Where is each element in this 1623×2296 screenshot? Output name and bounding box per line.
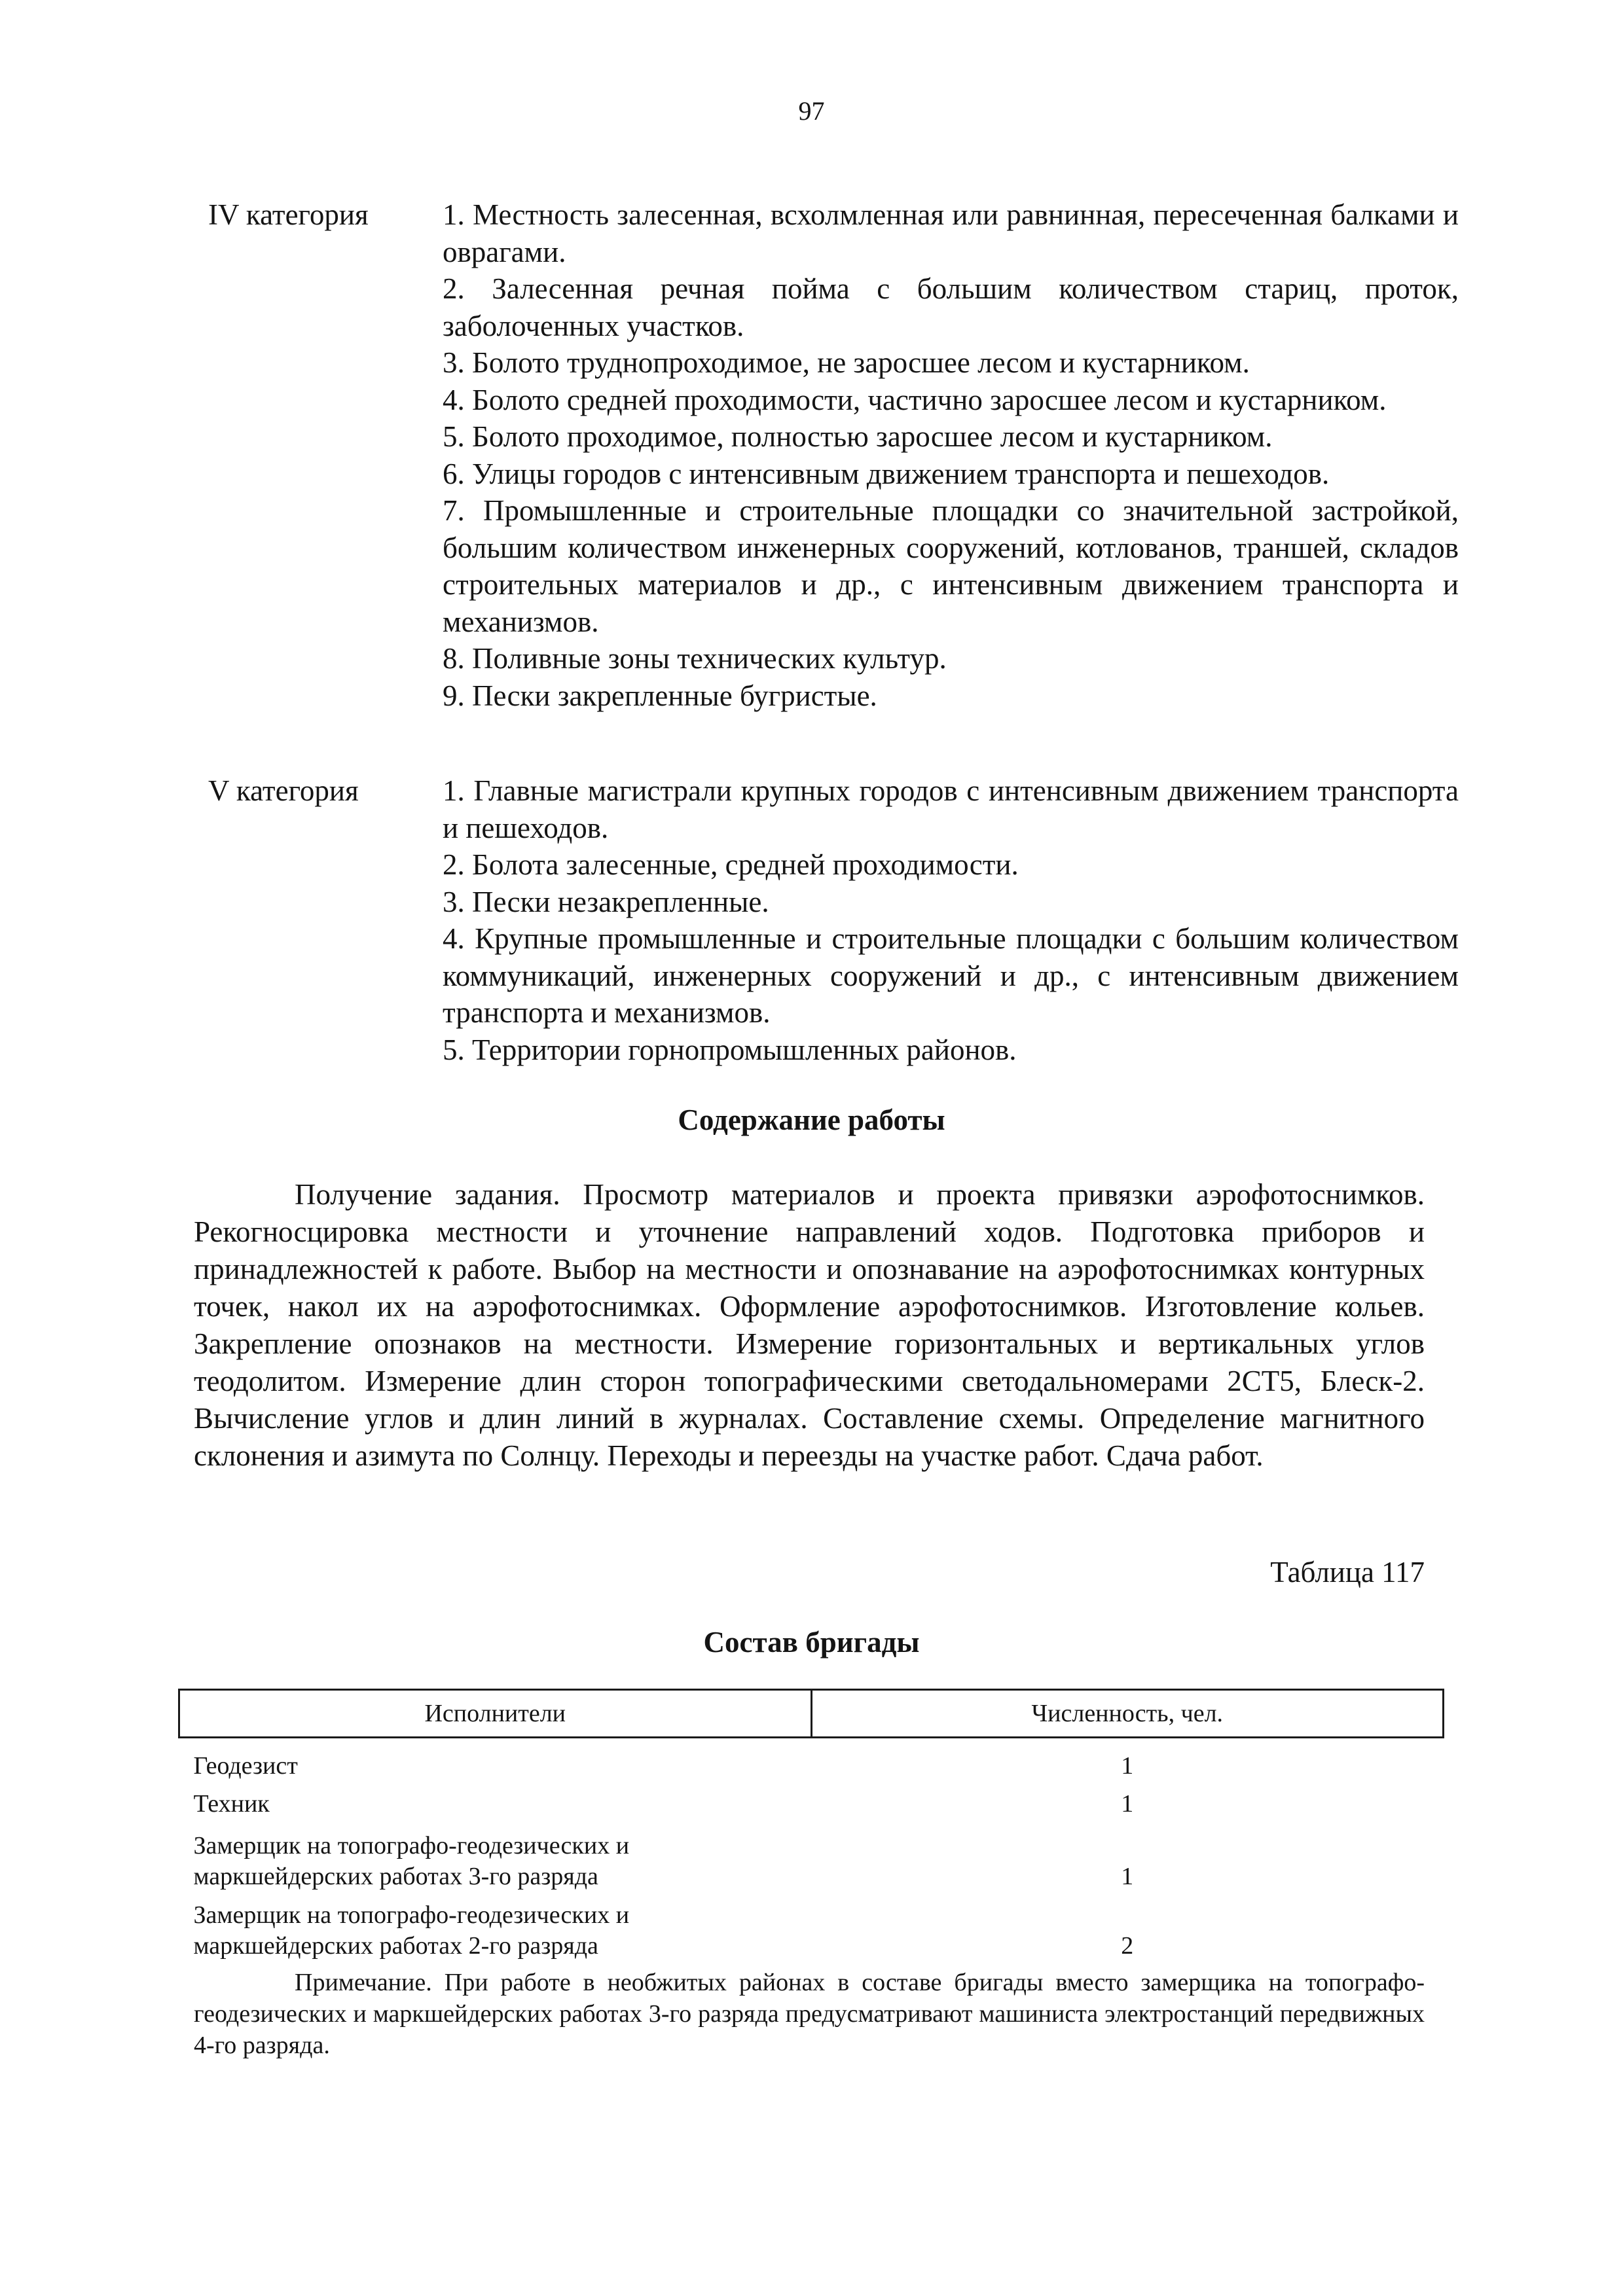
crew-count: 2 [1121, 1932, 1134, 1960]
table-row [179, 1820, 1444, 1892]
header-performers: Исполнители [179, 1690, 812, 1738]
work-content-title: Содержание работы [678, 1103, 945, 1136]
header-headcount: Численность, чел. [811, 1690, 1444, 1738]
category-iv-item-1: 1. Местность залесенная, всхолмленная или равнинная, пересеченная балками и оврагами. [443, 198, 1459, 268]
crew-role: Техник [193, 1790, 270, 1818]
category-iv-item-3: 3. Болото труднопроходимое, не заросшее лесом и кустарником. [443, 346, 1250, 379]
category-iv-item-2: 2. Залесенная речная пойма с большим количеством стариц, проток, заболоченных участков. [443, 272, 1459, 342]
crew-table-title: Состав бригады [703, 1626, 920, 1659]
category-v-item-2: 2. Болота залесенные, средней проходимости. [443, 848, 1019, 881]
category-v-items [443, 772, 1459, 1068]
crew-role: Замерщик на топографо-геодезических и маркшейдерских работах 2-го разряда [193, 1901, 630, 1960]
crew-count: 1 [1121, 1790, 1134, 1818]
category-iv-item-5: 5. Болото проходимое, полностью заросшее лесом и кустарником. [443, 420, 1273, 453]
table-note: Примечание. При работе в необжитых районах в составе бригады вместо замерщика на топографо-геодезических и маркшейдерских работах 3-го разряда предусматривают машиниста электростанций передвижных 4-го разряда. [194, 1969, 1425, 2059]
category-iv-item-8: 8. Поливные зоны технических культур. [443, 642, 947, 675]
table-row [179, 1782, 1444, 1820]
category-v-item-1: 1. Главные магистрали крупных городов с интенсивным движением транспорта и пешеходов. [443, 774, 1459, 844]
category-v-label: V категория [208, 774, 359, 807]
category-v-item-4: 4. Крупные промышленные и строительные площадки с большим количеством коммуникаций, инженерных сооружений и др., с интенсивным движением транспорта и механизмов. [443, 922, 1459, 1029]
category-iv-item-6: 6. Улицы городов с интенсивным движением транспорта и пешеходов. [443, 457, 1330, 490]
page-number: 97 [798, 96, 825, 126]
category-iv-block [208, 196, 1459, 714]
crew-table [178, 1689, 1444, 1962]
table-row [179, 1892, 1444, 1962]
crew-count: 1 [1121, 1863, 1134, 1890]
category-v-item-3: 3. Пески незакрепленные. [443, 885, 769, 918]
work-content-paragraph: Получение задания. Просмотр материалов и проекта привязки аэрофотоснимков. Рекогносцировка местности и уточнение направлений ходов. Подготовка приборов и принадлежностей к работе. Выбор на местности и опознавание на аэрофотоснимках контурных точек, накол их на аэрофотоснимках. Оформление аэрофотоснимков. Изготовление кольев. Закрепление опознаков на местности. Измерение горизонтальных и вертикальных углов теодолитом. Измерение длин сторон топографическими светодальномерами 2СТ5, Блеск-2. Вычисление углов и длин линий в журналах. Составление схемы. Определение магнитного склонения и азимута по Солнцу. Переходы и переезды на участке работ. Сдача работ. [194, 1178, 1425, 1472]
category-iv-items [443, 196, 1459, 714]
category-iv-item-7: 7. Промышленные и строительные площадки со значительной застройкой, большим количеством инженерных сооружений, котлованов, траншей, складов строительных материалов и др., с интенсивным движением транспорта и механизмов. [443, 494, 1459, 638]
category-v-block [208, 772, 1459, 1068]
crew-table-header-row [179, 1690, 1444, 1738]
table-number-label: Таблица 117 [1270, 1556, 1425, 1588]
category-iv-label: IV категория [208, 198, 369, 231]
category-iv-item-9: 9. Пески закрепленные бугристые. [443, 679, 877, 712]
category-v-item-5: 5. Территории горнопромышленных районов. [443, 1033, 1017, 1066]
crew-role: Замерщик на топографо-геодезических и маркшейдерских работах 3-го разряда [193, 1832, 630, 1890]
category-iv-item-4: 4. Болото средней проходимости, частично заросшее лесом и кустарником. [443, 383, 1387, 416]
table-row [179, 1738, 1444, 1782]
crew-count: 1 [1121, 1752, 1134, 1780]
crew-role: Геодезист [193, 1752, 298, 1780]
